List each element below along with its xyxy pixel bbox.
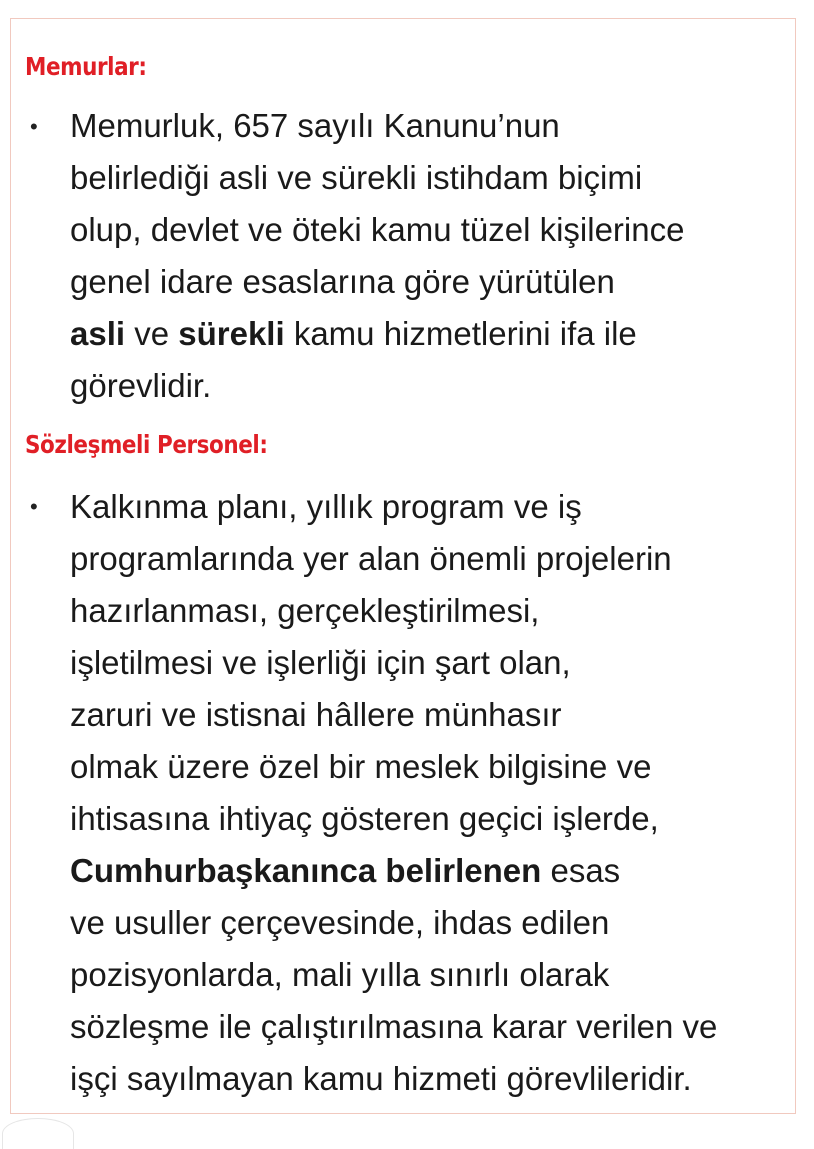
heading-memurlar: Memurlar: bbox=[25, 52, 147, 81]
text-line: olup, devlet ve öteki kamu tüzel kişilerince bbox=[70, 211, 685, 248]
text-line: zaruri ve istisnai hâllere münhasır bbox=[70, 696, 562, 733]
text-line: Memurluk, 657 sayılı Kanunu’nun bbox=[70, 107, 560, 144]
text-line bbox=[70, 845, 792, 897]
text-line: işçi sayılmayan kamu hizmeti görevlileridir. bbox=[70, 1060, 692, 1097]
bullet-marker: • bbox=[30, 114, 38, 139]
bold-term: Cumhurbaşkanınca belirlenen bbox=[70, 852, 542, 889]
text-line: olmak üzere özel bir meslek bilgisine ve bbox=[70, 748, 652, 785]
paragraph-sozlesmeli-personel bbox=[70, 481, 792, 1105]
corner-decoration bbox=[2, 1118, 74, 1149]
text-line: genel idare esaslarına göre yürütülen bbox=[70, 263, 615, 300]
text-line: Kalkınma planı, yıllık program ve iş bbox=[70, 488, 582, 525]
text-fragment: kamu hizmetlerini ifa ile bbox=[284, 315, 637, 352]
paragraph-memurlar bbox=[70, 100, 792, 412]
text-line: işletilmesi ve işlerliği için şart olan, bbox=[70, 644, 571, 681]
text-line: ihtisasına ihtiyaç gösteren geçici işlerde, bbox=[70, 800, 659, 837]
text-line: sözleşme ile çalıştırılmasına karar verilen ve bbox=[70, 1008, 718, 1045]
text-fragment: ve bbox=[125, 315, 179, 352]
text-line: görevlidir. bbox=[70, 367, 212, 404]
text-line bbox=[70, 308, 792, 360]
bold-term: sürekli bbox=[178, 315, 285, 352]
text-fragment: esas bbox=[541, 852, 621, 889]
text-line: belirlediği asli ve sürekli istihdam biçimi bbox=[70, 159, 643, 196]
text-line: pozisyonlarda, mali yılla sınırlı olarak bbox=[70, 956, 610, 993]
bold-term: asli bbox=[70, 315, 126, 352]
text-line: programlarında yer alan önemli projelerin bbox=[70, 540, 672, 577]
heading-sozlesmeli-personel: Sözleşmeli Personel: bbox=[25, 430, 268, 459]
text-line: ve usuller çerçevesinde, ihdas edilen bbox=[70, 904, 610, 941]
text-line: hazırlanması, gerçekleştirilmesi, bbox=[70, 592, 540, 629]
bullet-marker: • bbox=[30, 494, 38, 519]
